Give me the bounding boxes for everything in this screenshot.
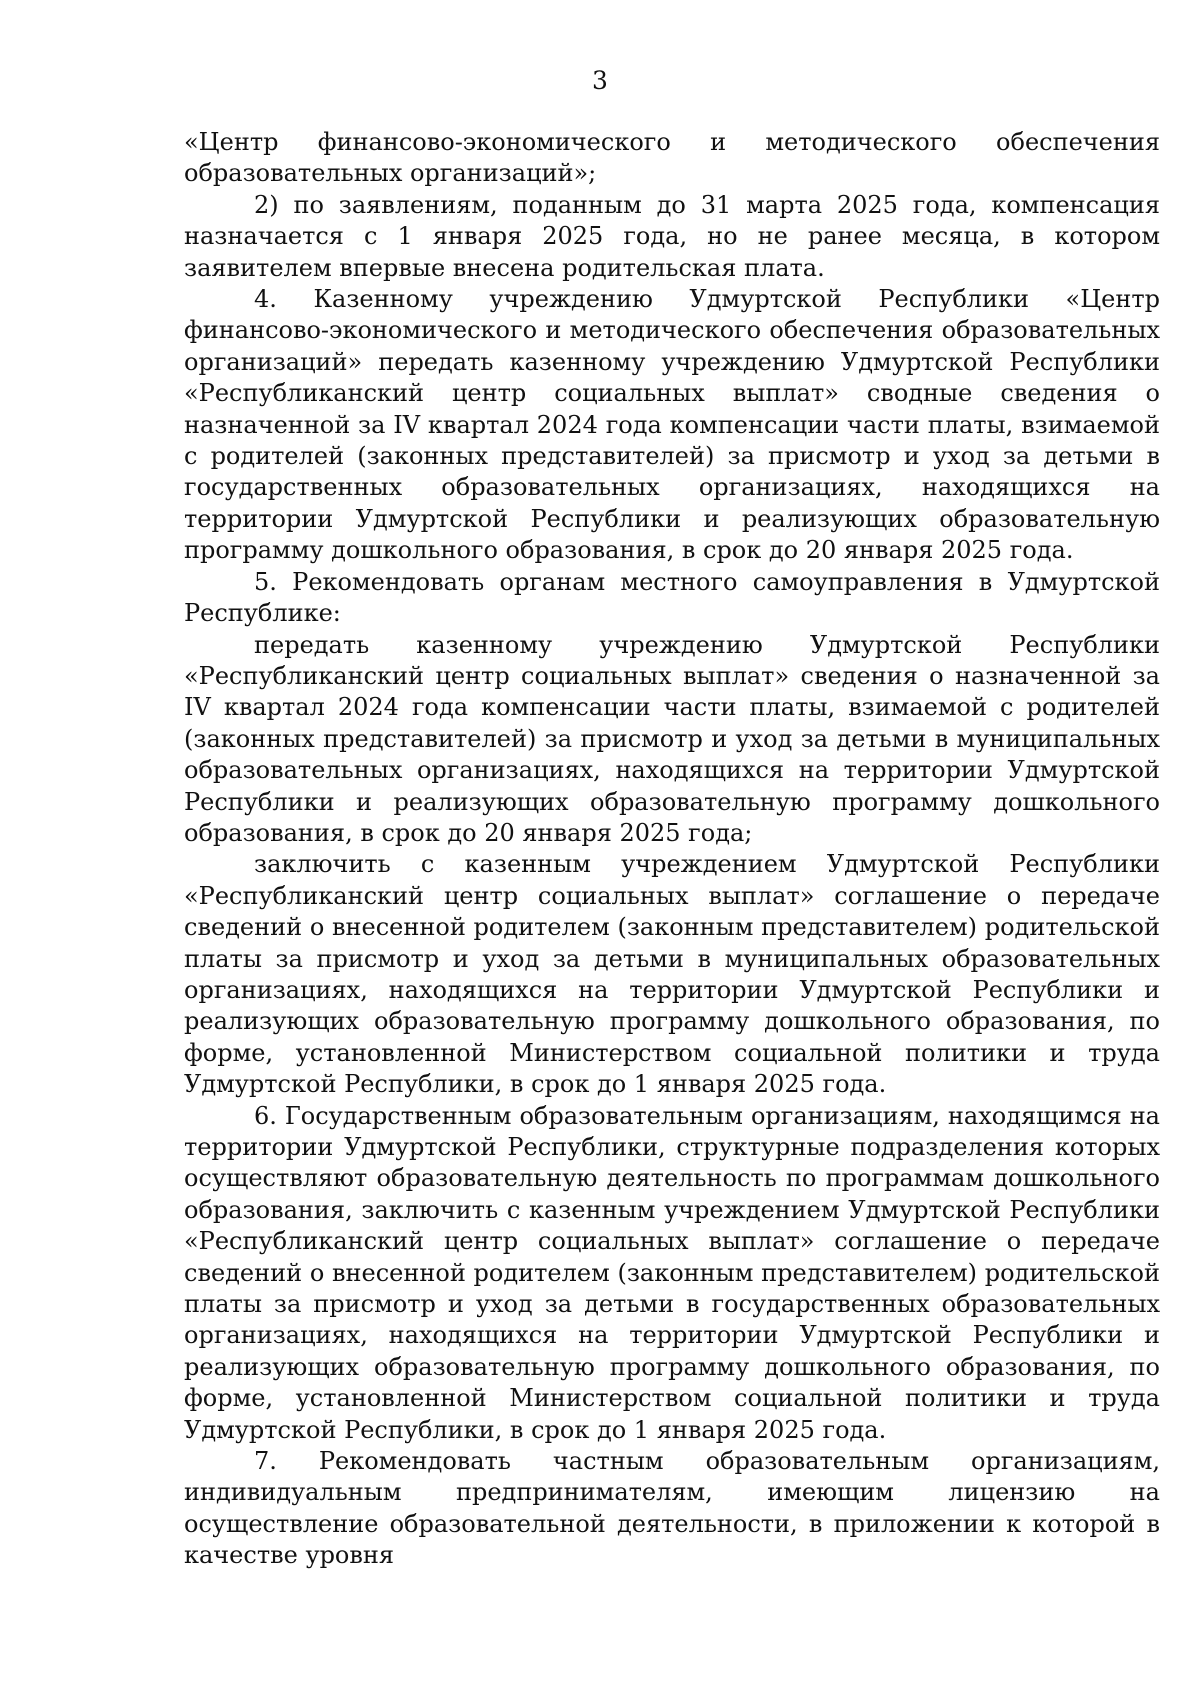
page-number: 3: [592, 66, 608, 95]
document-body: [184, 127, 1160, 1572]
paragraph-item-5: 5. Рекомендовать органам местного самоуправления в Удмуртской Республике:: [184, 567, 1160, 628]
paragraph-item-7: 7. Рекомендовать частным образовательным организациям, индивидуальным предпринимателям, имеющим лицензию на осуществление образовательной деятельности, в приложении к которой в качестве уровня: [184, 1447, 1160, 1570]
paragraph-item-4: 4. Казенному учреждению Удмуртской Республики «Центр финансово-экономического и методического обеспечения образовательных организаций» передать казенному учреждению Удмуртской Республики «Республиканский центр социальных выплат» сводные сведения о назначенной за IV квартал 2024 года компенсации части платы, взимаемой с родителей (законных представителей) за присмотр и уход за детьми в государственных образовательных организациях, находящихся на территории Удмуртской Республики и реализующих образовательную программу дошкольного образования, в срок до 20 января 2025 года.: [184, 285, 1160, 565]
paragraph-item-6: 6. Государственным образовательным организациям, находящимся на территории Удмуртской Республики, структурные подразделения которых осуществляют образовательную деятельность по программам дошкольного образования, заключить с казенным учреждением Удмуртской Республики «Республиканский центр социальных выплат» соглашение о передаче сведений о внесенной родителем (законным представителем) родительской платы за присмотр и уход за детьми в государственных образовательных организациях, находящихся на территории Удмуртской Республики и реализующих образовательную программу дошкольного образования, по форме, установленной Министерством социальной политики и труда Удмуртской Республики, в срок до 1 января 2025 года.: [184, 1101, 1160, 1444]
paragraph-item-5-transfer: передать казенному учреждению Удмуртской Республики «Республиканский центр социальных выплат» сведения о назначенной за IV квартал 2024 года компенсации части платы, взимаемой с родителей (законных представителей) за присмотр и уход за детьми в муниципальных образовательных организациях, находящихся на территории Удмуртской Республики и реализующих образовательную программу дошкольного образования, в срок до 20 января 2025 года;: [184, 630, 1160, 847]
paragraph-subitem-2: 2) по заявлениям, поданным до 31 марта 2025 года, компенсация назначается с 1 января 2025 года, но не ранее месяца, в котором заявителем впервые внесена родительская плата.: [184, 190, 1160, 282]
paragraph-continuation: «Центр финансово-экономического и методического обеспечения образовательных организаций»;: [184, 128, 1160, 188]
paragraph-item-5-agreement: заключить с казенным учреждением Удмуртской Республики «Республиканский центр социальных выплат» соглашение о передаче сведений о внесенной родителем (законным представителем) родительской платы за присмотр и уход за детьми в муниципальных образовательных организациях, находящихся на территории Удмуртской Республики и реализующих образовательную программу дошкольного образования, по форме, установленной Министерством социальной политики и труда Удмуртской Республики, в срок до 1 января 2025 года.: [184, 850, 1160, 1099]
